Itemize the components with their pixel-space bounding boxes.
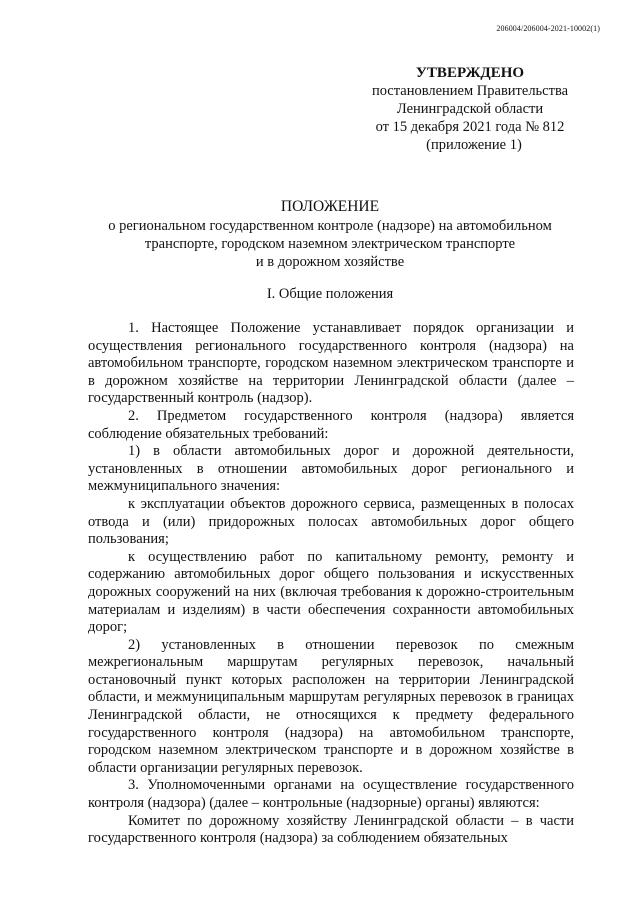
paragraph: Комитет по дорожному хозяйству Ленинградской области – в части государственного контроля (надзора) за соблюдением обязательных — [88, 812, 574, 847]
title-line-2: транспорте, городском наземном электрическом транспорте — [144, 236, 516, 252]
document-body — [88, 320, 574, 848]
paragraph: 2. Предметом государственного контроля (надзора) является соблюдение обязательных требований: — [88, 407, 574, 442]
document-id: 206004/206004-2021-10002(1) — [496, 24, 600, 33]
approval-stamp: УТВЕРЖДЕНО — [415, 65, 525, 81]
paragraph: 1) в области автомобильных дорог и дорожной деятельности, установленных в отношении автомобильных дорог регионального и межмуниципального значения: — [88, 443, 574, 495]
document-heading: ПОЛОЖЕНИЕ — [280, 198, 380, 215]
paragraph: 1. Настоящее Положение устанавливает порядок организации и осуществления регионального государственного контроля (надзора) на автомобильном транспорте, городском наземном электрическом транспорте и в дорожном хозяйстве на территории Ленинградской области (далее – государственный контроль (надзор). — [88, 320, 574, 407]
paragraph: к эксплуатации объектов дорожного сервиса, размещенных в полосах отвода и (или) придорожных полосах автомобильных дорог общего пользования; — [88, 495, 574, 548]
paragraph: 3. Уполномоченными органами на осуществление государственного контроля (надзора) (далее – контрольные (надзорные) органы) являются: — [88, 777, 574, 812]
paragraph: к осуществлению работ по капитальному ремонту, ремонту и содержанию автомобильных дорог общего пользования и искусственных дорожных сооружений на них (включая требования к дорожно-строительным материалам и изделиям) в части обеспечения сохранности автомобильных дорог; — [88, 548, 574, 636]
approval-block — [330, 64, 610, 154]
approval-line-1: постановлением Правительства — [371, 83, 569, 99]
document-title-block — [80, 198, 580, 271]
approval-line-2: Ленинградской области — [396, 101, 544, 117]
approval-appendix: (приложение 1) — [426, 137, 522, 153]
approval-line-3: от 15 декабря 2021 года № 812 — [375, 119, 565, 135]
section-heading: I. Общие положения — [266, 286, 394, 302]
title-line-3: и в дорожном хозяйстве — [255, 254, 405, 270]
paragraph: 2) установленных в отношении перевозок по смежным межрегиональным маршрутам регулярных перевозок, начальный остановочный пункт которых расположен на территории Ленинградской области, и межмуниципальным маршрутам регулярных перевозок в границах Ленинградской области, не относящихся к предмету федерального государственного контроля (надзора) на автомобильном транспорте, городском наземном электрическом транспорте и в дорожном хозяйстве в области организации регулярных перевозок. — [88, 636, 574, 776]
title-line-1: о региональном государственном контроле (надзоре) на автомобильном — [108, 218, 552, 234]
